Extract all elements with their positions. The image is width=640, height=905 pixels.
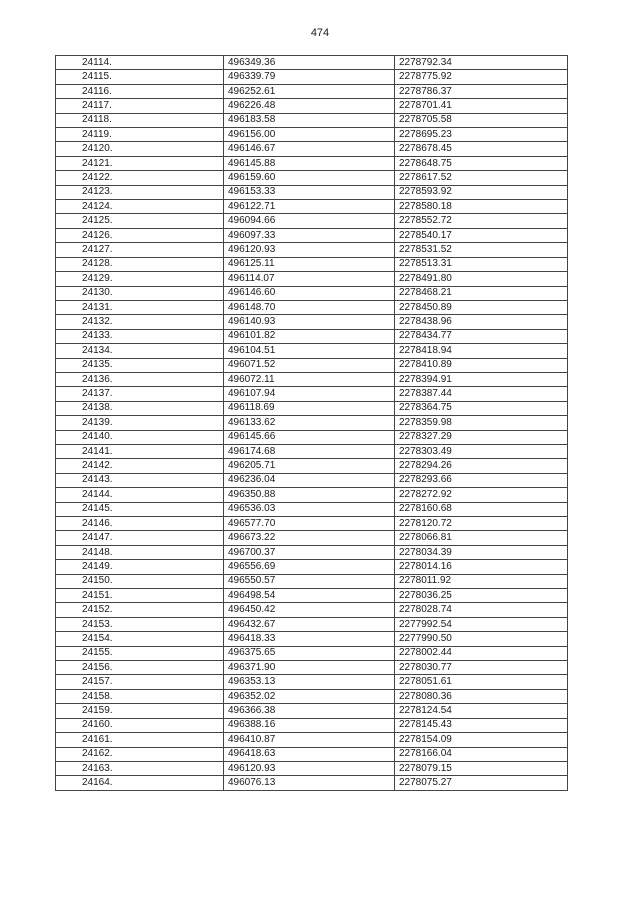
y-coordinate-cell: 2278166.04 [395,747,568,761]
point-id-cell: 24118. [56,113,224,127]
table-row [56,329,568,343]
table-row [56,488,568,502]
x-coordinate-cell: 496097.33 [224,228,395,242]
y-coordinate-cell: 2278080.36 [395,689,568,703]
x-coordinate-cell: 496550.57 [224,574,395,588]
table-row [56,387,568,401]
table-row [56,459,568,473]
y-coordinate-cell: 2278491.80 [395,272,568,286]
table-row [56,473,568,487]
y-coordinate-cell: 2278540.17 [395,228,568,242]
y-coordinate-cell: 2278364.75 [395,401,568,415]
x-coordinate-cell: 496148.70 [224,300,395,314]
x-coordinate-cell: 496450.42 [224,603,395,617]
x-coordinate-cell: 496072.11 [224,372,395,386]
x-coordinate-cell: 496104.51 [224,344,395,358]
point-id-cell: 24156. [56,661,224,675]
y-coordinate-cell: 2278034.39 [395,545,568,559]
y-coordinate-cell: 2278293.66 [395,473,568,487]
x-coordinate-cell: 496159.60 [224,171,395,185]
y-coordinate-cell: 2278327.29 [395,430,568,444]
table-row [56,257,568,271]
point-id-cell: 24140. [56,430,224,444]
point-id-cell: 24154. [56,632,224,646]
point-id-cell: 24115. [56,70,224,84]
point-id-cell: 24135. [56,358,224,372]
x-coordinate-cell: 496174.68 [224,444,395,458]
y-coordinate-cell: 2278051.61 [395,675,568,689]
table-row [56,776,568,790]
table-row [56,128,568,142]
table-row [56,733,568,747]
coordinates-table [55,55,568,791]
x-coordinate-cell: 496145.66 [224,430,395,444]
table-row [56,70,568,84]
point-id-cell: 24120. [56,142,224,156]
x-coordinate-cell: 496371.90 [224,661,395,675]
point-id-cell: 24136. [56,372,224,386]
table-row [56,517,568,531]
x-coordinate-cell: 496339.79 [224,70,395,84]
x-coordinate-cell: 496350.88 [224,488,395,502]
y-coordinate-cell: 2278075.27 [395,776,568,790]
y-coordinate-cell: 2278580.18 [395,200,568,214]
point-id-cell: 24139. [56,416,224,430]
y-coordinate-cell: 2278066.81 [395,531,568,545]
table-row [56,228,568,242]
point-id-cell: 24128. [56,257,224,271]
point-id-cell: 24161. [56,733,224,747]
table-row [56,574,568,588]
y-coordinate-cell: 2278160.68 [395,502,568,516]
point-id-cell: 24125. [56,214,224,228]
x-coordinate-cell: 496146.67 [224,142,395,156]
table-row [56,761,568,775]
y-coordinate-cell: 2278303.49 [395,444,568,458]
x-coordinate-cell: 496133.62 [224,416,395,430]
y-coordinate-cell: 2278705.58 [395,113,568,127]
table-row [56,344,568,358]
y-coordinate-cell: 2278014.16 [395,560,568,574]
x-coordinate-cell: 496536.03 [224,502,395,516]
y-coordinate-cell: 2278387.44 [395,387,568,401]
point-id-cell: 24151. [56,589,224,603]
point-id-cell: 24114. [56,56,224,70]
x-coordinate-cell: 496120.93 [224,761,395,775]
y-coordinate-cell: 2278648.75 [395,156,568,170]
point-id-cell: 24126. [56,228,224,242]
table-row [56,315,568,329]
table-row [56,358,568,372]
point-id-cell: 24157. [56,675,224,689]
page-number: 474 [310,27,330,39]
point-id-cell: 24152. [56,603,224,617]
y-coordinate-cell: 2278468.21 [395,286,568,300]
table-row [56,416,568,430]
table-row [56,113,568,127]
x-coordinate-cell: 496145.88 [224,156,395,170]
x-coordinate-cell: 496226.48 [224,99,395,113]
x-coordinate-cell: 496120.93 [224,243,395,257]
x-coordinate-cell: 496673.22 [224,531,395,545]
x-coordinate-cell: 496118.69 [224,401,395,415]
y-coordinate-cell: 2278272.92 [395,488,568,502]
point-id-cell: 24147. [56,531,224,545]
table-row [56,689,568,703]
x-coordinate-cell: 496498.54 [224,589,395,603]
y-coordinate-cell: 2278513.31 [395,257,568,271]
y-coordinate-cell: 2278410.89 [395,358,568,372]
x-coordinate-cell: 496122.71 [224,200,395,214]
x-coordinate-cell: 496094.66 [224,214,395,228]
point-id-cell: 24116. [56,84,224,98]
point-id-cell: 24146. [56,517,224,531]
point-id-cell: 24155. [56,646,224,660]
table-row [56,704,568,718]
y-coordinate-cell: 2278434.77 [395,329,568,343]
y-coordinate-cell: 2278531.52 [395,243,568,257]
y-coordinate-cell: 2278701.41 [395,99,568,113]
y-coordinate-cell: 2278359.98 [395,416,568,430]
y-coordinate-cell: 2278786.37 [395,84,568,98]
table-row [56,214,568,228]
point-id-cell: 24124. [56,200,224,214]
y-coordinate-cell: 2278079.15 [395,761,568,775]
x-coordinate-cell: 496353.13 [224,675,395,689]
table-row [56,171,568,185]
x-coordinate-cell: 496183.58 [224,113,395,127]
y-coordinate-cell: 2278695.23 [395,128,568,142]
x-coordinate-cell: 496388.16 [224,718,395,732]
table-row [56,444,568,458]
point-id-cell: 24131. [56,300,224,314]
y-coordinate-cell: 2278145.43 [395,718,568,732]
point-id-cell: 24142. [56,459,224,473]
table-row [56,531,568,545]
x-coordinate-cell: 496076.13 [224,776,395,790]
point-id-cell: 24130. [56,286,224,300]
y-coordinate-cell: 2278450.89 [395,300,568,314]
table-row [56,589,568,603]
x-coordinate-cell: 496556.69 [224,560,395,574]
x-coordinate-cell: 496366.38 [224,704,395,718]
point-id-cell: 24148. [56,545,224,559]
x-coordinate-cell: 496349.36 [224,56,395,70]
x-coordinate-cell: 496156.00 [224,128,395,142]
point-id-cell: 24164. [56,776,224,790]
table-row [56,603,568,617]
point-id-cell: 24121. [56,156,224,170]
point-id-cell: 24153. [56,617,224,631]
x-coordinate-cell: 496101.82 [224,329,395,343]
y-coordinate-cell: 2278593.92 [395,185,568,199]
x-coordinate-cell: 496375.65 [224,646,395,660]
y-coordinate-cell: 2278438.96 [395,315,568,329]
table-row [56,300,568,314]
x-coordinate-cell: 496252.61 [224,84,395,98]
point-id-cell: 24127. [56,243,224,257]
point-id-cell: 24138. [56,401,224,415]
point-id-cell: 24150. [56,574,224,588]
y-coordinate-cell: 2278120.72 [395,517,568,531]
y-coordinate-cell: 2278394.91 [395,372,568,386]
table-row [56,560,568,574]
point-id-cell: 24122. [56,171,224,185]
table-row [56,675,568,689]
table-row [56,56,568,70]
y-coordinate-cell: 2278617.52 [395,171,568,185]
table-row [56,243,568,257]
x-coordinate-cell: 496140.93 [224,315,395,329]
x-coordinate-cell: 496418.33 [224,632,395,646]
y-coordinate-cell: 2278036.25 [395,589,568,603]
table-row [56,142,568,156]
table-row [56,156,568,170]
table-row [56,200,568,214]
x-coordinate-cell: 496146.60 [224,286,395,300]
point-id-cell: 24119. [56,128,224,142]
point-id-cell: 24132. [56,315,224,329]
x-coordinate-cell: 496418.63 [224,747,395,761]
point-id-cell: 24133. [56,329,224,343]
point-id-cell: 24117. [56,99,224,113]
table-row [56,430,568,444]
y-coordinate-cell: 2278002.44 [395,646,568,660]
y-coordinate-cell: 2278678.45 [395,142,568,156]
point-id-cell: 24134. [56,344,224,358]
point-id-cell: 24162. [56,747,224,761]
y-coordinate-cell: 2278792.34 [395,56,568,70]
table-row [56,747,568,761]
y-coordinate-cell: 2278011.92 [395,574,568,588]
x-coordinate-cell: 496577.70 [224,517,395,531]
table-row [56,99,568,113]
point-id-cell: 24141. [56,444,224,458]
table-row [56,632,568,646]
table-row [56,372,568,386]
point-id-cell: 24158. [56,689,224,703]
y-coordinate-cell: 2278552.72 [395,214,568,228]
point-id-cell: 24145. [56,502,224,516]
y-coordinate-cell: 2278294.26 [395,459,568,473]
table-row [56,272,568,286]
point-id-cell: 24123. [56,185,224,199]
x-coordinate-cell: 496700.37 [224,545,395,559]
table-row [56,646,568,660]
y-coordinate-cell: 2278154.09 [395,733,568,747]
table-row [56,502,568,516]
y-coordinate-cell: 2278124.54 [395,704,568,718]
y-coordinate-cell: 2277992.54 [395,617,568,631]
x-coordinate-cell: 496352.02 [224,689,395,703]
point-id-cell: 24149. [56,560,224,574]
point-id-cell: 24160. [56,718,224,732]
point-id-cell: 24144. [56,488,224,502]
table-row [56,718,568,732]
y-coordinate-cell: 2277990.50 [395,632,568,646]
y-coordinate-cell: 2278028.74 [395,603,568,617]
x-coordinate-cell: 496205.71 [224,459,395,473]
y-coordinate-cell: 2278030.77 [395,661,568,675]
point-id-cell: 24163. [56,761,224,775]
table-row [56,286,568,300]
x-coordinate-cell: 496432.67 [224,617,395,631]
x-coordinate-cell: 496410.87 [224,733,395,747]
x-coordinate-cell: 496107.94 [224,387,395,401]
table-row [56,617,568,631]
y-coordinate-cell: 2278775.92 [395,70,568,84]
point-id-cell: 24159. [56,704,224,718]
x-coordinate-cell: 496236.04 [224,473,395,487]
point-id-cell: 24137. [56,387,224,401]
point-id-cell: 24143. [56,473,224,487]
coordinates-table-body [56,56,568,791]
table-row [56,401,568,415]
table-row [56,185,568,199]
table-row [56,84,568,98]
x-coordinate-cell: 496125.11 [224,257,395,271]
table-row [56,545,568,559]
x-coordinate-cell: 496071.52 [224,358,395,372]
y-coordinate-cell: 2278418.94 [395,344,568,358]
table-row [56,661,568,675]
x-coordinate-cell: 496114.07 [224,272,395,286]
x-coordinate-cell: 496153.33 [224,185,395,199]
point-id-cell: 24129. [56,272,224,286]
